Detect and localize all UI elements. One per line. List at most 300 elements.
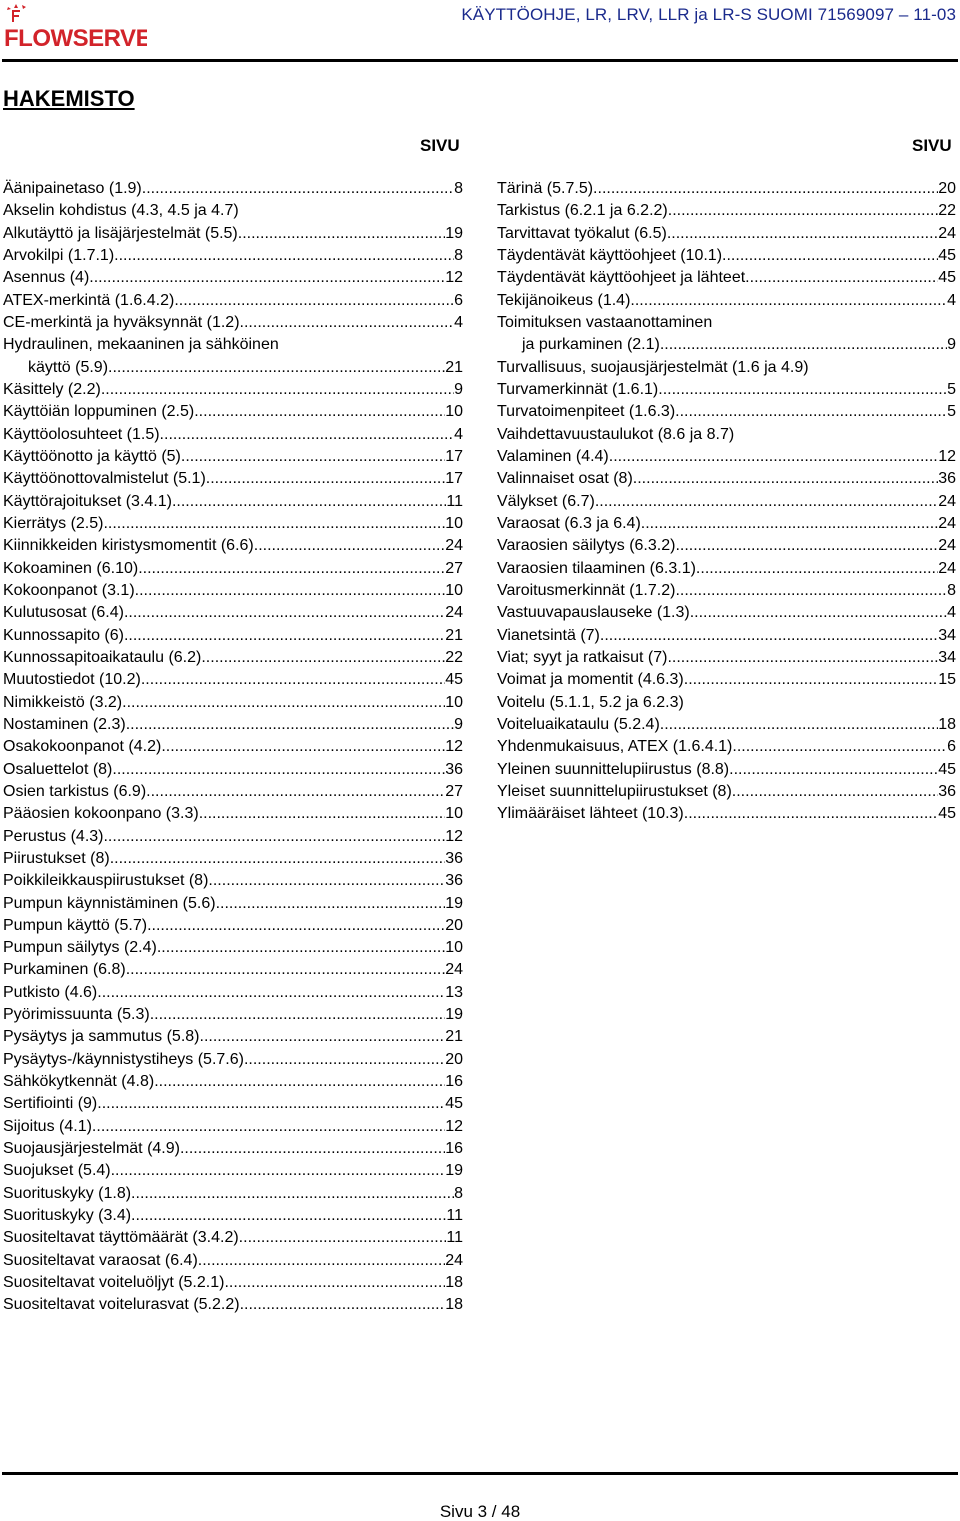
index-entry-label: Varaosien tilaaminen (6.3.1) <box>497 559 696 577</box>
index-entry <box>497 334 956 356</box>
index-entry-page: 16 <box>445 1073 463 1091</box>
dot-leader <box>244 1049 445 1071</box>
index-entry <box>497 312 956 334</box>
index-entry-label: Muutostiedot (10.2) <box>3 671 141 689</box>
index-entry-page: 19 <box>445 224 463 242</box>
index-entry-page: 11 <box>446 1207 463 1225</box>
index-entry-page: 21 <box>445 1028 463 1046</box>
dot-leader <box>684 669 938 691</box>
dot-leader <box>131 1205 446 1227</box>
dot-leader <box>92 1116 445 1138</box>
index-entry-label: Täydentävät käyttöohjeet (10.1) <box>497 246 723 264</box>
dot-leader <box>138 558 445 580</box>
index-entry-page: 19 <box>445 894 463 912</box>
index-entry-page: 4 <box>454 425 463 443</box>
dot-leader <box>124 625 445 647</box>
index-entry-page: 4 <box>947 291 956 309</box>
index-entry <box>3 1250 463 1272</box>
index-entry <box>497 714 956 736</box>
dot-leader <box>180 1138 445 1160</box>
index-entry <box>3 401 463 423</box>
footer-rule <box>2 1472 958 1475</box>
index-entry-page: 19 <box>445 1006 463 1024</box>
index-entry-label: Kulutusosat (6.4) <box>3 604 124 622</box>
dot-leader <box>593 178 938 200</box>
dot-leader <box>161 736 445 758</box>
index-entry-page: 34 <box>938 648 956 666</box>
index-entry-label: Varaosat (6.3 ja 6.4) <box>497 514 641 532</box>
index-entry-label: Pumpun säilytys (2.4) <box>3 939 157 957</box>
dot-leader <box>224 1272 445 1294</box>
dot-leader <box>660 334 947 356</box>
index-entry <box>3 513 463 535</box>
dot-leader <box>198 1250 445 1272</box>
index-entry-page: 10 <box>445 693 463 711</box>
index-entry-page: 45 <box>445 1095 463 1113</box>
index-entry-label: Valaminen (4.4) <box>497 447 609 465</box>
index-entry <box>3 736 463 758</box>
dot-leader <box>150 1004 445 1026</box>
dot-leader <box>201 647 445 669</box>
dot-leader <box>208 870 445 892</box>
index-entry <box>3 1160 463 1182</box>
index-entry <box>3 334 463 356</box>
index-entry <box>497 446 956 468</box>
index-entry <box>3 982 463 1004</box>
index-entry-label: Sijoitus (4.1) <box>3 1117 92 1135</box>
index-entry <box>3 1004 463 1026</box>
index-entry <box>3 826 463 848</box>
page-column-heading-right: SIVU <box>912 136 952 155</box>
index-entry-label: Sertifiointi (9) <box>3 1095 98 1113</box>
index-entry-label: Osien tarkistus (6.9) <box>3 782 147 800</box>
index-entry-page: 18 <box>938 715 956 733</box>
dot-leader <box>135 580 446 602</box>
index-entry <box>3 692 463 714</box>
index-entry-label: Käyttöolosuhteet (1.5) <box>3 425 160 443</box>
index-entry-page: 22 <box>445 648 463 666</box>
dot-leader <box>89 267 445 289</box>
index-entry <box>3 781 463 803</box>
index-entry <box>3 290 463 312</box>
dot-leader <box>630 290 947 312</box>
dot-leader <box>101 379 454 401</box>
index-entry-label: Suorituskyky (1.8) <box>3 1184 132 1202</box>
dot-leader <box>97 1093 445 1115</box>
index-entry <box>497 558 956 580</box>
index-entry-page: 8 <box>947 581 956 599</box>
dot-leader <box>97 982 445 1004</box>
index-entry <box>3 669 463 691</box>
index-entry-label: Suositeltavat täyttömäärät (3.4.2) <box>3 1229 239 1247</box>
index-entry-label: Pyörimissuunta (5.3) <box>3 1006 150 1024</box>
index-entry-label: Valinnaiset osat (8) <box>497 470 633 488</box>
dot-leader <box>667 647 938 669</box>
dot-leader <box>206 468 445 490</box>
index-entry-page: 10 <box>445 514 463 532</box>
index-entry-page: 45 <box>938 805 956 823</box>
index-entry-label: Täydentävät käyttöohjeet ja lähteet <box>497 269 746 287</box>
index-entry-page: 20 <box>445 916 463 934</box>
index-entry <box>3 1049 463 1071</box>
dot-leader <box>142 178 454 200</box>
index-entry-label: Käyttöiän loppuminen (2.5) <box>3 403 195 421</box>
index-entry-label: Hydraulinen, mekaaninen ja sähköinen <box>3 336 279 354</box>
index-entry-label: Osakokoonpanot (4.2) <box>3 738 162 756</box>
index-entry-page: 6 <box>947 738 956 756</box>
index-entry <box>497 223 956 245</box>
dot-leader <box>114 245 454 267</box>
dot-leader <box>154 1071 445 1093</box>
page-number: Sivu 3 / 48 <box>439 1502 521 1521</box>
dot-leader <box>146 781 445 803</box>
index-entry-label: ATEX-merkintä (1.6.4.2) <box>3 291 175 309</box>
index-entry-label: Osaluettelot (8) <box>3 760 113 778</box>
index-entry-label: Voiteluaikataulu (5.2.4) <box>497 715 660 733</box>
dot-leader <box>131 1183 454 1205</box>
index-entry <box>3 580 463 602</box>
dot-leader <box>112 759 445 781</box>
index-entry <box>497 267 956 289</box>
dot-leader <box>696 558 938 580</box>
index-entry <box>3 491 463 513</box>
index-entry-label: käyttö (5.9) <box>28 358 109 376</box>
index-entry-page: 36 <box>938 470 956 488</box>
index-entry <box>3 446 463 468</box>
dot-leader <box>141 669 445 691</box>
index-entry <box>497 759 956 781</box>
dot-leader <box>668 200 938 222</box>
dot-leader <box>609 446 938 468</box>
index-entry <box>497 803 956 825</box>
index-entry-label: Tärinä (5.7.5) <box>497 180 594 197</box>
index-entry <box>3 915 463 937</box>
index-entry-label: Varaosien säilytys (6.3.2) <box>497 537 676 555</box>
index-entry <box>3 223 463 245</box>
dot-leader <box>732 736 947 758</box>
index-entry-page: 24 <box>938 559 956 577</box>
index-entry-label: Yleinen suunnittelupiirustus (8.8) <box>497 760 730 778</box>
dot-leader <box>110 848 446 870</box>
dot-leader <box>200 1026 446 1048</box>
index-entry <box>3 178 463 200</box>
index-entry-label: Pysäytys ja sammutus (5.8) <box>3 1028 200 1046</box>
index-entry <box>3 558 463 580</box>
index-entry <box>3 267 463 289</box>
dot-leader <box>147 915 445 937</box>
index-entry-page: 11 <box>446 1229 463 1247</box>
dot-leader <box>181 446 445 468</box>
index-entry-page: 12 <box>445 738 463 756</box>
index-entry-page: 27 <box>445 559 463 577</box>
index-entry-label: Yhdenmukaisuus, ATEX (1.6.4.1) <box>497 738 733 756</box>
index-entry <box>3 759 463 781</box>
index-entry-label: Käyttöönottovalmistelut (5.1) <box>3 470 206 488</box>
dot-leader <box>732 781 938 803</box>
index-entry-page: 45 <box>938 246 956 264</box>
index-entry-page: 21 <box>445 626 463 644</box>
index-entry-label: Suojausjärjestelmät (4.9) <box>3 1140 180 1158</box>
document-header-title: KÄYTTÖOHJE, LR, LRV, LLR ja LR-S SUOMI 71569097 – 11-03 <box>461 5 956 24</box>
index-entry <box>497 736 956 758</box>
dot-leader <box>675 401 947 423</box>
index-entry-label: Asennus (4) <box>3 269 90 287</box>
index-entry <box>3 870 463 892</box>
dot-leader <box>239 1227 447 1249</box>
dot-leader <box>216 893 446 915</box>
index-entry-label: Nimikkeistö (3.2) <box>3 693 123 711</box>
index-entry-page: 10 <box>445 581 463 599</box>
index-entry-label: Purkaminen (6.8) <box>3 961 126 979</box>
index-entry <box>497 178 956 200</box>
index-entry <box>3 937 463 959</box>
index-entry-page: 4 <box>947 604 956 622</box>
dot-leader <box>174 290 454 312</box>
index-entry <box>3 468 463 490</box>
dot-leader <box>658 379 947 401</box>
index-entry-page: 34 <box>938 626 956 644</box>
index-entry <box>497 692 956 714</box>
index-entry <box>3 602 463 624</box>
index-entry <box>3 1183 463 1205</box>
index-entry-label: Kokoonpanot (3.1) <box>3 581 135 599</box>
page-title: HAKEMISTO <box>3 86 135 111</box>
dot-leader <box>675 580 947 602</box>
dot-leader <box>172 491 446 513</box>
index-entry-label: Turvallisuus, suojausjärjestelmät (1.6 ja 4.9) <box>497 358 809 376</box>
dot-leader <box>111 1160 446 1182</box>
index-entry <box>497 200 956 222</box>
index-entry-page: 45 <box>938 269 956 287</box>
index-entry-label: Kunnossapitoaikataulu (6.2) <box>3 648 202 666</box>
index-entry-page: 24 <box>938 224 956 242</box>
dot-leader <box>722 245 938 267</box>
svg-text:FLOWSERVE: FLOWSERVE <box>4 25 147 52</box>
index-entry-label: Äänipainetaso (1.9) <box>3 180 142 197</box>
index-entry <box>3 1294 463 1316</box>
index-entry-label: Suorituskyky (3.4) <box>3 1207 132 1225</box>
index-entry-page: 16 <box>445 1140 463 1158</box>
dot-leader <box>660 714 938 736</box>
index-entry-label: Kierrätys (2.5) <box>3 514 104 532</box>
index-entry-label: Vastuuvapauslauseke (1.3) <box>497 604 690 622</box>
index-entry-page: 10 <box>445 939 463 957</box>
index-entry-page: 5 <box>947 403 956 421</box>
index-entry <box>497 580 956 602</box>
index-entry-label: Ylimääräiset lähteet (10.3) <box>497 805 684 823</box>
dot-leader <box>595 491 938 513</box>
header-rule <box>2 59 958 62</box>
dot-leader <box>690 602 947 624</box>
index-entry-page: 18 <box>445 1274 463 1292</box>
index-entry-page: 12 <box>938 447 956 465</box>
index-entry-page: 17 <box>445 470 463 488</box>
index-entry-label: Pysäytys-/käynnistystiheys (5.7.6) <box>3 1050 244 1068</box>
dot-leader <box>160 424 455 446</box>
index-entry-page: 6 <box>454 291 463 309</box>
index-entry-label: Alkutäyttö ja lisäjärjestelmät (5.5) <box>3 224 238 242</box>
index-entry-label: Akselin kohdistus (4.3, 4.5 ja 4.7) <box>3 202 239 220</box>
dot-leader <box>641 513 938 535</box>
index-entry-label: Kunnossapito (6) <box>3 626 124 644</box>
dot-leader <box>240 312 455 334</box>
index-entry-page: 5 <box>947 380 956 398</box>
index-entry-page: 24 <box>938 514 956 532</box>
index-entry-page: 10 <box>445 403 463 421</box>
index-entry <box>497 245 956 267</box>
index-entry-page: 8 <box>454 180 463 197</box>
index-entry-page: 24 <box>445 1251 463 1269</box>
dot-leader <box>240 1294 446 1316</box>
index-entry-page: 45 <box>445 671 463 689</box>
dot-leader <box>745 267 938 289</box>
index-entry-label: Poikkileikkauspiirustukset (8) <box>3 872 209 890</box>
index-entry <box>497 669 956 691</box>
index-entry <box>3 803 463 825</box>
dot-leader <box>126 959 445 981</box>
index-entry-label: Suositeltavat voiteluöljyt (5.2.1) <box>3 1274 225 1292</box>
index-entry-label: Välykset (6.7) <box>497 492 595 510</box>
index-entry-label: Viat; syyt ja ratkaisut (7) <box>497 648 668 666</box>
index-entry <box>3 848 463 870</box>
index-entry-page: 36 <box>445 760 463 778</box>
flowserve-logo-icon <box>2 4 147 54</box>
index-entry-label: Vaihdettavuustaulukot (8.6 ja 8.7) <box>497 425 735 443</box>
index-entry <box>3 535 463 557</box>
index-entry <box>497 357 956 379</box>
index-entry-page: 12 <box>445 1117 463 1135</box>
index-entry-label: Nostaminen (2.3) <box>3 715 126 733</box>
index-entry-page: 19 <box>445 1162 463 1180</box>
index-entry-label: Voimat ja momentit (4.6.3) <box>497 671 684 689</box>
dot-leader <box>157 937 445 959</box>
index-entry-label: Sähkökytkennät (4.8) <box>3 1073 155 1091</box>
index-entry <box>3 714 463 736</box>
index-entry-label: Suositeltavat voitelurasvat (5.2.2) <box>3 1296 240 1314</box>
index-entry <box>3 424 463 446</box>
dot-leader <box>238 223 445 245</box>
dot-leader <box>667 223 938 245</box>
dot-leader <box>126 714 454 736</box>
index-entry <box>497 535 956 557</box>
index-entry-page: 18 <box>445 1296 463 1314</box>
dot-leader <box>729 759 938 781</box>
dot-leader <box>684 803 938 825</box>
dot-leader <box>103 826 445 848</box>
index-entry <box>497 781 956 803</box>
index-entry-page: 36 <box>445 872 463 890</box>
index-entry-label: Voitelu (5.1.1, 5.2 ja 6.2.3) <box>497 693 684 711</box>
index-entry-page: 36 <box>445 849 463 867</box>
index-entry-page: 8 <box>454 1184 463 1202</box>
index-entry-label: Arvokilpi (1.7.1) <box>3 246 115 264</box>
index-entry <box>497 379 956 401</box>
index-entry-page: 22 <box>938 202 956 220</box>
index-entry <box>3 1071 463 1093</box>
index-entry-page: 10 <box>445 805 463 823</box>
index-entry <box>3 312 463 334</box>
dot-leader <box>108 357 445 379</box>
index-entry-label: Suositeltavat varaosat (6.4) <box>3 1251 198 1269</box>
index-entry-page: 24 <box>938 537 956 555</box>
index-entry <box>3 1138 463 1160</box>
index-entry-page: 36 <box>938 782 956 800</box>
index-entry <box>3 625 463 647</box>
index-entry <box>497 513 956 535</box>
index-entry-label: Yleiset suunnittelupiirustukset (8) <box>497 782 732 800</box>
index-entry-page: 24 <box>938 492 956 510</box>
index-entry-page: 9 <box>454 380 463 398</box>
page-column-heading-left: SIVU <box>420 136 460 155</box>
index-entry-label: CE-merkintä ja hyväksynnät (1.2) <box>3 313 240 331</box>
index-entry <box>3 1272 463 1294</box>
index-entry-label: Toimituksen vastaanottaminen <box>497 313 713 331</box>
index-entry <box>3 959 463 981</box>
index-entry-page: 9 <box>947 336 956 354</box>
index-entry-label: Pääosien kokoonpano (3.3) <box>3 805 199 823</box>
index-entry <box>3 893 463 915</box>
index-entry-page: 12 <box>445 827 463 845</box>
index-entry <box>3 200 463 222</box>
dot-leader <box>194 401 445 423</box>
index-entry <box>497 491 956 513</box>
dot-leader <box>103 513 445 535</box>
index-entry <box>497 424 956 446</box>
index-entry <box>3 357 463 379</box>
dot-leader <box>675 535 938 557</box>
index-entry-label: Käyttörajoitukset (3.4.1) <box>3 492 172 510</box>
index-entry-label: Varoitusmerkinnät (1.7.2) <box>497 581 676 599</box>
index-entry-page: 12 <box>445 269 463 287</box>
index-entry-page: 9 <box>454 715 463 733</box>
index-entry-label: Putkisto (4.6) <box>3 983 98 1001</box>
index-entry-page: 8 <box>454 246 463 264</box>
index-entry-page: 20 <box>938 180 956 197</box>
index-entry-page: 21 <box>445 358 463 376</box>
index-entry-page: 24 <box>445 961 463 979</box>
dot-leader <box>633 468 938 490</box>
index-entry-label: Käyttöönotto ja käyttö (5) <box>3 447 181 465</box>
index-entry <box>3 1205 463 1227</box>
index-entry-label: Perustus (4.3) <box>3 827 104 845</box>
index-entry-page: 4 <box>454 313 463 331</box>
index-entry <box>3 379 463 401</box>
index-entry-page: 13 <box>445 983 463 1001</box>
index-entry-page: 24 <box>445 604 463 622</box>
index-column-right <box>497 178 956 826</box>
dot-leader <box>122 692 445 714</box>
index-entry-page: 17 <box>445 447 463 465</box>
index-entry-page: 15 <box>938 671 956 689</box>
index-entry-label: Tarkistus (6.2.1 ja 6.2.2) <box>497 202 668 220</box>
index-entry <box>3 1116 463 1138</box>
index-entry-label: Kokoaminen (6.10) <box>3 559 139 577</box>
dot-leader <box>199 803 446 825</box>
index-entry-label: Tarvittavat työkalut (6.5) <box>497 224 667 242</box>
index-entry-label: Vianetsintä (7) <box>497 626 600 644</box>
index-entry-label: Turvatoimenpiteet (1.6.3) <box>497 403 676 421</box>
index-entry <box>3 1093 463 1115</box>
index-entry <box>3 245 463 267</box>
index-entry-label: Pumpun käynnistäminen (5.6) <box>3 894 216 912</box>
index-entry <box>497 401 956 423</box>
index-entry-label: Suojukset (5.4) <box>3 1162 111 1180</box>
index-entry-label: Käsittely (2.2) <box>3 380 101 398</box>
flowserve-logo <box>2 4 147 54</box>
index-entry-label: Piirustukset (8) <box>3 849 110 867</box>
index-entry-label: Turvamerkinnät (1.6.1) <box>497 380 659 398</box>
index-entry-page: 11 <box>446 492 463 510</box>
